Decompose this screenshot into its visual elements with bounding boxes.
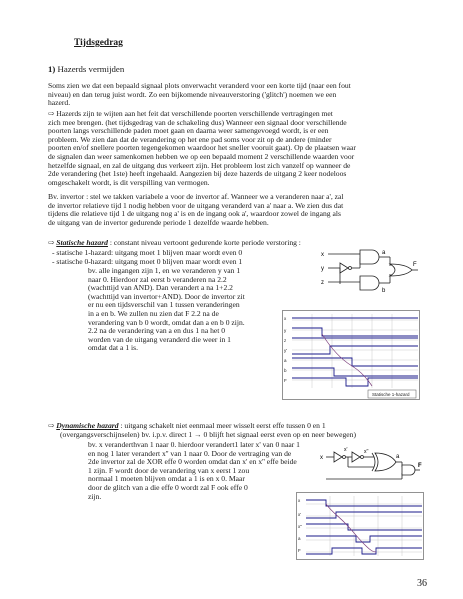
timing-label: y [284, 328, 287, 333]
timing-label: F [298, 548, 301, 553]
section-number: 1) [48, 64, 56, 74]
circuit-label-x-prime: x' [344, 447, 348, 453]
text-line: ⇨ Hazerds zijn te wijten aan het feit dat verschillende poorten verschillende vertragingen met [48, 109, 333, 118]
text-line: door de glitch van a die effe 0 wordt zal F ook effe 0 [88, 482, 248, 492]
timing-label: x [298, 498, 301, 503]
text-line: de uitgang van de invertor gedurende periode 1 dezelfde waarde hebben. [48, 217, 269, 227]
dynamic-hazard-definition: : uitgang schakelt niet eenmaal meer wisselt eerst effe tussen 0 en 1 [118, 421, 326, 430]
timing-label: x' [298, 512, 302, 517]
text-line: Soms zien we dat een bepaald signaal plots onverwacht veranderd voor een korte tijd (naar een fout [48, 81, 351, 90]
timing-label: z [284, 338, 287, 343]
text-line: poorten en/of snellere poorten tegengekomen waardoor het sneller vooruit gaat). Op de plaatsen waar [48, 143, 356, 153]
arrow-icon: ⇨ [48, 421, 57, 430]
dynamic-hazard-definition-cont: (overgangsverschijnselen) bv. i.p.v. direct 1 → 0 blijft het signaal eerst even op en neer bewegen) [60, 430, 356, 439]
text-line: hazerd. [48, 98, 71, 108]
dynamic-hazard-circuit [320, 445, 424, 489]
static-hazard-circuit [320, 244, 420, 306]
circuit-label-a: a [382, 250, 386, 256]
text-line: probleem. We zien dan dat de verandering op het ene pad soms voor zit op de andere (minder [48, 134, 332, 144]
circuit-label-x: x [321, 252, 324, 258]
text-line: 2.2 na de verandering van a en dus 1 na het 0 [88, 326, 226, 336]
text-line: de invertor relatieve tijd 1 nodig hebben voor de uitgang veranderd van a' naar a. We zien dus dat [48, 200, 344, 210]
circuit-label-b: b [382, 288, 386, 294]
text-line: Bv. invertor : stel we takken variabele a voor de invertor af. Wanneer we a veranderen naar a', zal [48, 192, 344, 201]
circuit-label-f: F [418, 463, 422, 469]
static-explanation [88, 267, 293, 353]
text-line: er nu een tijdsverschil van 1 tussen veranderingen [88, 300, 240, 310]
circuit-label-a: a [396, 454, 400, 460]
figure-caption: Statische 1-hazard [372, 392, 410, 397]
static-hazard-heading [48, 238, 301, 247]
circuit-label-f: F [413, 262, 417, 268]
text-line: de signalen dan weer samenkomen hebben we op een bepaald moment 2 verschillende waarden voor [48, 151, 355, 161]
circuit-label-x-double-prime: x'' [364, 449, 369, 455]
text-line: verandering van b 0 wordt, omdat dan a en b 0 zijn. [88, 317, 245, 327]
intro-paragraph [48, 82, 420, 108]
text-line: tijdens die relatieve tijd 1 de uitgang nog a' is en de ingang ook a', waardoor zowel de ingang als [48, 209, 341, 219]
dynamic-hazard-heading [48, 421, 326, 430]
timing-label: x'' [298, 524, 302, 529]
static-hazard-definition: : constant niveau vertoont gedurende korte periode verstoring : [107, 238, 301, 247]
timing-label: x [284, 316, 287, 321]
text-line: worden van de uitgang veranderd die weer in 1 [88, 334, 231, 344]
text-line: 2de invertor zal de XOR effe 0 worden omdat dan x' en x'' effe beide [88, 457, 297, 467]
timing-label: y' [284, 348, 288, 353]
timing-label: F [284, 378, 287, 383]
timing-label: b [284, 368, 287, 373]
bullet-item: - statische 1-hazard: uitgang moet 1 blijven maar wordt even 0 [52, 248, 243, 257]
text-line: in a en b. We zullen nu zien dat F 2.2 na de [88, 308, 219, 318]
text-line: omdat dat a 1 is. [88, 343, 138, 353]
dynamic-explanation [88, 441, 303, 501]
arrow-icon: ⇨ [48, 238, 57, 247]
static-hazard-timing-diagram [282, 310, 420, 400]
page-number: 36 [417, 578, 427, 589]
text-line: 1 zijn. F wordt door de verandering van x eerst 1 zou [88, 465, 250, 475]
section-heading [48, 64, 124, 74]
text-line: 2de verandering (het 1ste) heeft ingehaald. Aangezien bij deze hazerds de uitgang 2 keer nodeloos [48, 169, 347, 179]
timing-label: a [284, 358, 287, 363]
text-line: normaal 1 moeten blijven omdat a 1 is en x 0. Maar [88, 474, 245, 484]
static-hazard-term: Statische hazard [56, 238, 108, 247]
circuit-label-x: x [320, 455, 323, 461]
dynamic-hazard-term: Dynamische hazard [56, 421, 119, 430]
bullet-item: - statische 0-hazard: uitgang moet 0 blijven maar wordt even 1 [52, 256, 243, 266]
text-line: naar 0. Hierdoor zal eerst b veranderen na 2.2 [88, 274, 227, 284]
text-line: niveau) en dan terug juist wordt. Zo een bijkomende niveauverstoring ('glitch') noemen we een [48, 89, 337, 99]
text-line: zich mee brengen. (het tijdsgedrag van de schakeling dus) Wanneer een signaal door verschillende [48, 117, 347, 127]
hazerd-paragraph [48, 110, 420, 187]
text-line: en nog 1 later verandert x'' van 1 naar 0. Door de vertraging van de [88, 448, 292, 458]
text-line: hetzelfde signaal, en zal de uitgang dus verkeert zijn. Het probleem lost zich vanzelf op wanneer de [48, 160, 351, 170]
text-line: poorten langs verschillende paden moet gaan en daarna weer samengevoegd wordt, is er een [48, 126, 329, 136]
text-line: (wachttijd van AND). Dan verandert a na 1+2.2 [88, 283, 233, 293]
text-line: zijn. [88, 491, 102, 501]
circuit-label-y: y [321, 266, 324, 272]
dynamic-hazard-timing-diagram [296, 492, 424, 560]
timing-label: a [298, 536, 301, 541]
section-title: Hazerds vermijden [57, 64, 125, 74]
text-line: omgeschakelt wordt, is dit verspilling van vermogen. [48, 177, 210, 187]
page-title: Tijdsgedrag [74, 38, 123, 48]
text-line: bv. alle ingangen zijn 1, en we veranderen y van 1 [88, 266, 241, 275]
text-line: (wachttijd van invertor+AND). Door de invertor zit [88, 291, 245, 301]
example-paragraph [48, 193, 420, 227]
text-line: bv. x veranderthvan 1 naar 0. hierdoor verandert1 later x' van 0 naar 1 [88, 440, 300, 449]
circuit-label-z: z [321, 280, 324, 286]
